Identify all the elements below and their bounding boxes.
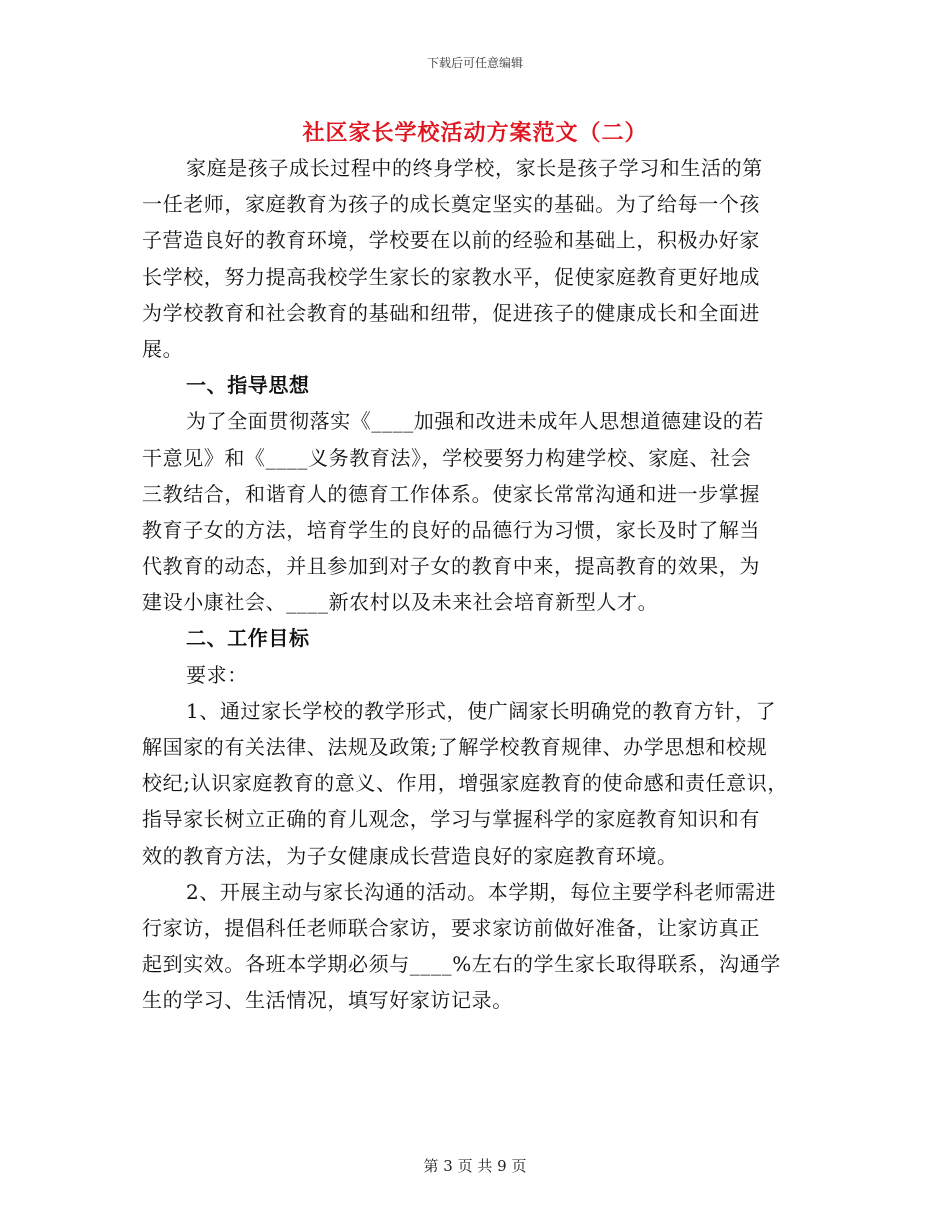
paragraph-line: 长学校，努力提高我校学生家长的家教水平，促使家庭教育更好地成 <box>142 264 760 289</box>
paragraph-line: 解国家的有关法律、法规及政策;了解学校教育规律、办学思想和校规 <box>142 735 768 759</box>
paragraph-line: 校纪;认识家庭教育的意义、作用，增强家庭教育的使命感和责任意识， <box>142 771 788 796</box>
paragraph-line: 子营造良好的教育环境，学校要在以前的经验和基础上，积极办好家 <box>142 228 760 253</box>
paragraph-line: 为了全面贯彻落实《____加强和改进未成年人思想道德建设的若 <box>186 409 764 434</box>
paragraph-line: 教育子女的方法，培育学生的良好的品德行为习惯，家长及时了解当 <box>142 517 760 542</box>
paragraph-line: 1、通过家长学校的教学形式，使广阔家长明确党的教育方针，了 <box>186 698 777 723</box>
section-heading: 二、工作目标 <box>186 626 310 651</box>
paragraph-line: 效的教育方法，为子女健康成长营造良好的家庭教育环境。 <box>142 843 678 868</box>
paragraph-line: 展。 <box>142 336 184 361</box>
paragraph-line: 指导家长树立正确的育儿观念，学习与掌握科学的家庭教育知识和有 <box>142 807 760 832</box>
page-header-note: 下载后可任意编辑 <box>426 56 523 70</box>
paragraph-line: 要求： <box>186 662 248 687</box>
paragraph-line: 干意见》和《____义务教育法》，学校要努力构建学校、家庭、社会 <box>142 445 752 470</box>
paragraph-line: 生的学习、生活情况，填写好家访记录。 <box>142 988 513 1013</box>
paragraph-line: 2、开展主动与家长沟通的活动。本学期，每位主要学科老师需进 <box>186 879 777 904</box>
section-heading: 一、指导思想 <box>186 373 310 398</box>
paragraph-line: 代教育的动态，并且参加到对子女的教育中来，提高教育的效果，为 <box>142 554 760 579</box>
paragraph-line: 一任老师，家庭教育为孩子的成长奠定坚实的基础。为了给每一个孩 <box>142 192 760 217</box>
paragraph-line: 家庭是孩子成长过程中的终身学校，家长是孩子学习和生活的第 <box>186 156 763 180</box>
paragraph-line: 为学校教育和社会教育的基础和纽带，促进孩子的健康成长和全面进 <box>142 300 760 325</box>
paragraph-line: 行家访，提倡科任老师联合家访，要求家访前做好准备，让家访真正 <box>142 915 760 940</box>
document-body <box>142 150 808 1019</box>
paragraph-line: 起到实效。各班本学期必须与____%左右的学生家长取得联系，沟通学 <box>142 952 781 977</box>
document-title: 社区家长学校活动方案范文（二） <box>302 120 648 146</box>
page-number: 第 3 页 共 9 页 <box>423 1157 527 1175</box>
paragraph-line: 三教结合，和谐育人的德育工作体系。使家长常常沟通和进一步掌握 <box>142 481 760 506</box>
paragraph-line: 建设小康社会、____新农村以及未来社会培育新型人才。 <box>142 590 659 615</box>
